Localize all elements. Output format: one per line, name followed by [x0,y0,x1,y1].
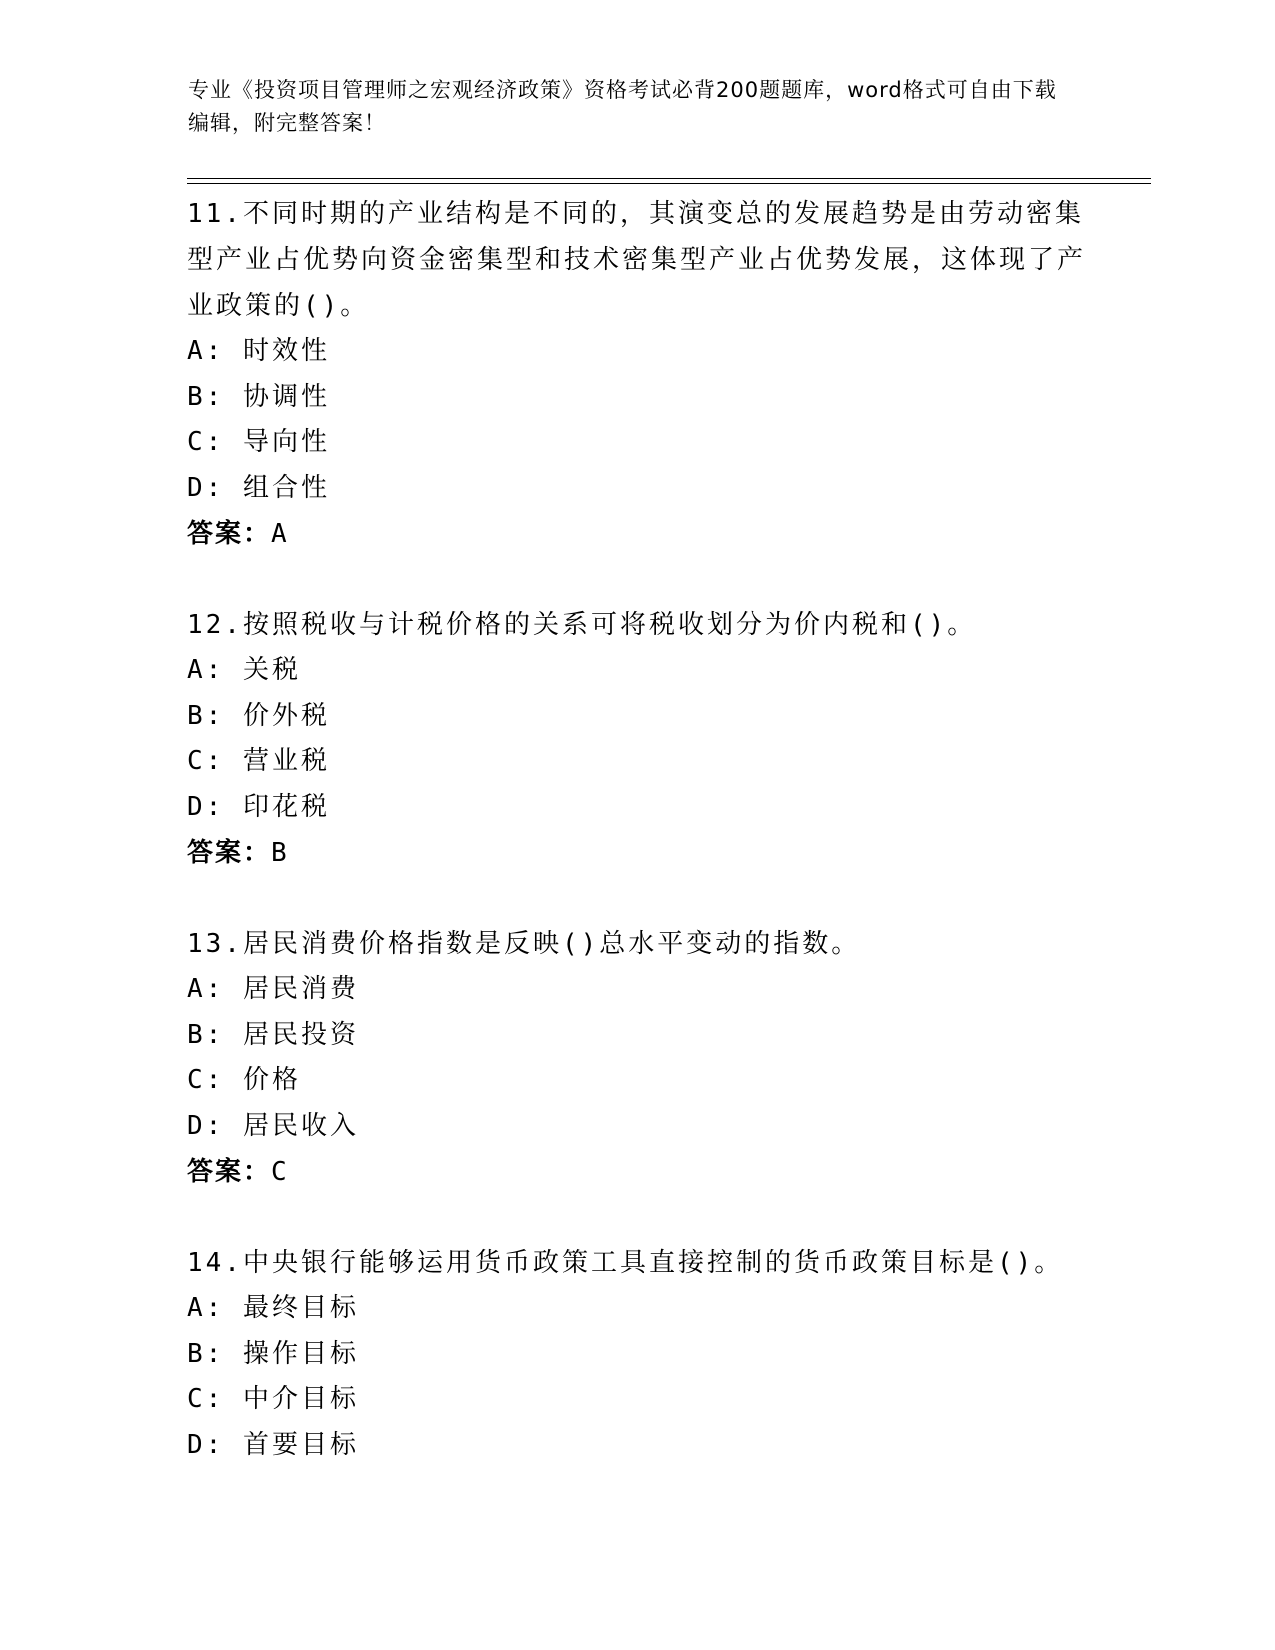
question-13 [187,921,1087,1195]
option-c: C: 价格 [187,1065,301,1095]
answer-label: 答案： [187,519,272,549]
question-12 [187,602,1087,876]
option-a: A: 最终目标 [187,1293,359,1323]
header-rule-bottom [187,183,1151,184]
header-rule-top [187,178,1151,179]
option-b: B: 操作目标 [187,1338,359,1369]
option-a: A: 居民消费 [187,974,359,1004]
option-b: B: 居民投资 [187,1019,359,1050]
option-c: C: 导向性 [187,427,330,457]
question-stem: 13.居民消费价格指数是反映()总水平变动的指数。 [187,929,861,959]
option-b: B: 价外税 [187,700,330,731]
question-stem: 12.按照税收与计税价格的关系可将税收划分为价内税和()。 [187,610,977,640]
question-stem: 14.中央银行能够运用货币政策工具直接控制的货币政策目标是()。 [187,1248,1064,1278]
option-c: C: 营业税 [187,746,330,776]
option-d: D: 居民收入 [187,1110,359,1141]
answer-label: 答案： [187,838,272,868]
question-stem: 11.不同时期的产业结构是不同的，其演变总的发展趋势是由劳动密集型产业占优势向资金密集型和技术密集型产业占优势发展，这体现了产业政策的()。 [187,199,1087,321]
answer-label: 答案： [187,1157,272,1187]
document-header: 专业《投资项目管理师之宏观经济政策》资格考试必背200题题库，word格式可自由下载编辑，附完整答案！ [188,78,1057,135]
option-d: D: 印花税 [187,791,330,822]
option-c: C: 中介目标 [187,1384,359,1414]
answer-line [187,830,1087,876]
question-11 [187,191,1087,557]
option-a: A: 时效性 [187,336,330,366]
answer-line [187,511,1087,557]
option-a: A: 关税 [187,655,301,685]
answer-line [187,1149,1087,1195]
answer-value: A [271,519,289,549]
question-list [187,191,1087,1513]
answer-value: C [271,1157,289,1187]
option-d: D: 首要目标 [187,1429,359,1460]
option-b: B: 协调性 [187,381,330,412]
answer-value: B [271,838,289,868]
option-d: D: 组合性 [187,472,330,503]
question-14 [187,1240,1087,1468]
